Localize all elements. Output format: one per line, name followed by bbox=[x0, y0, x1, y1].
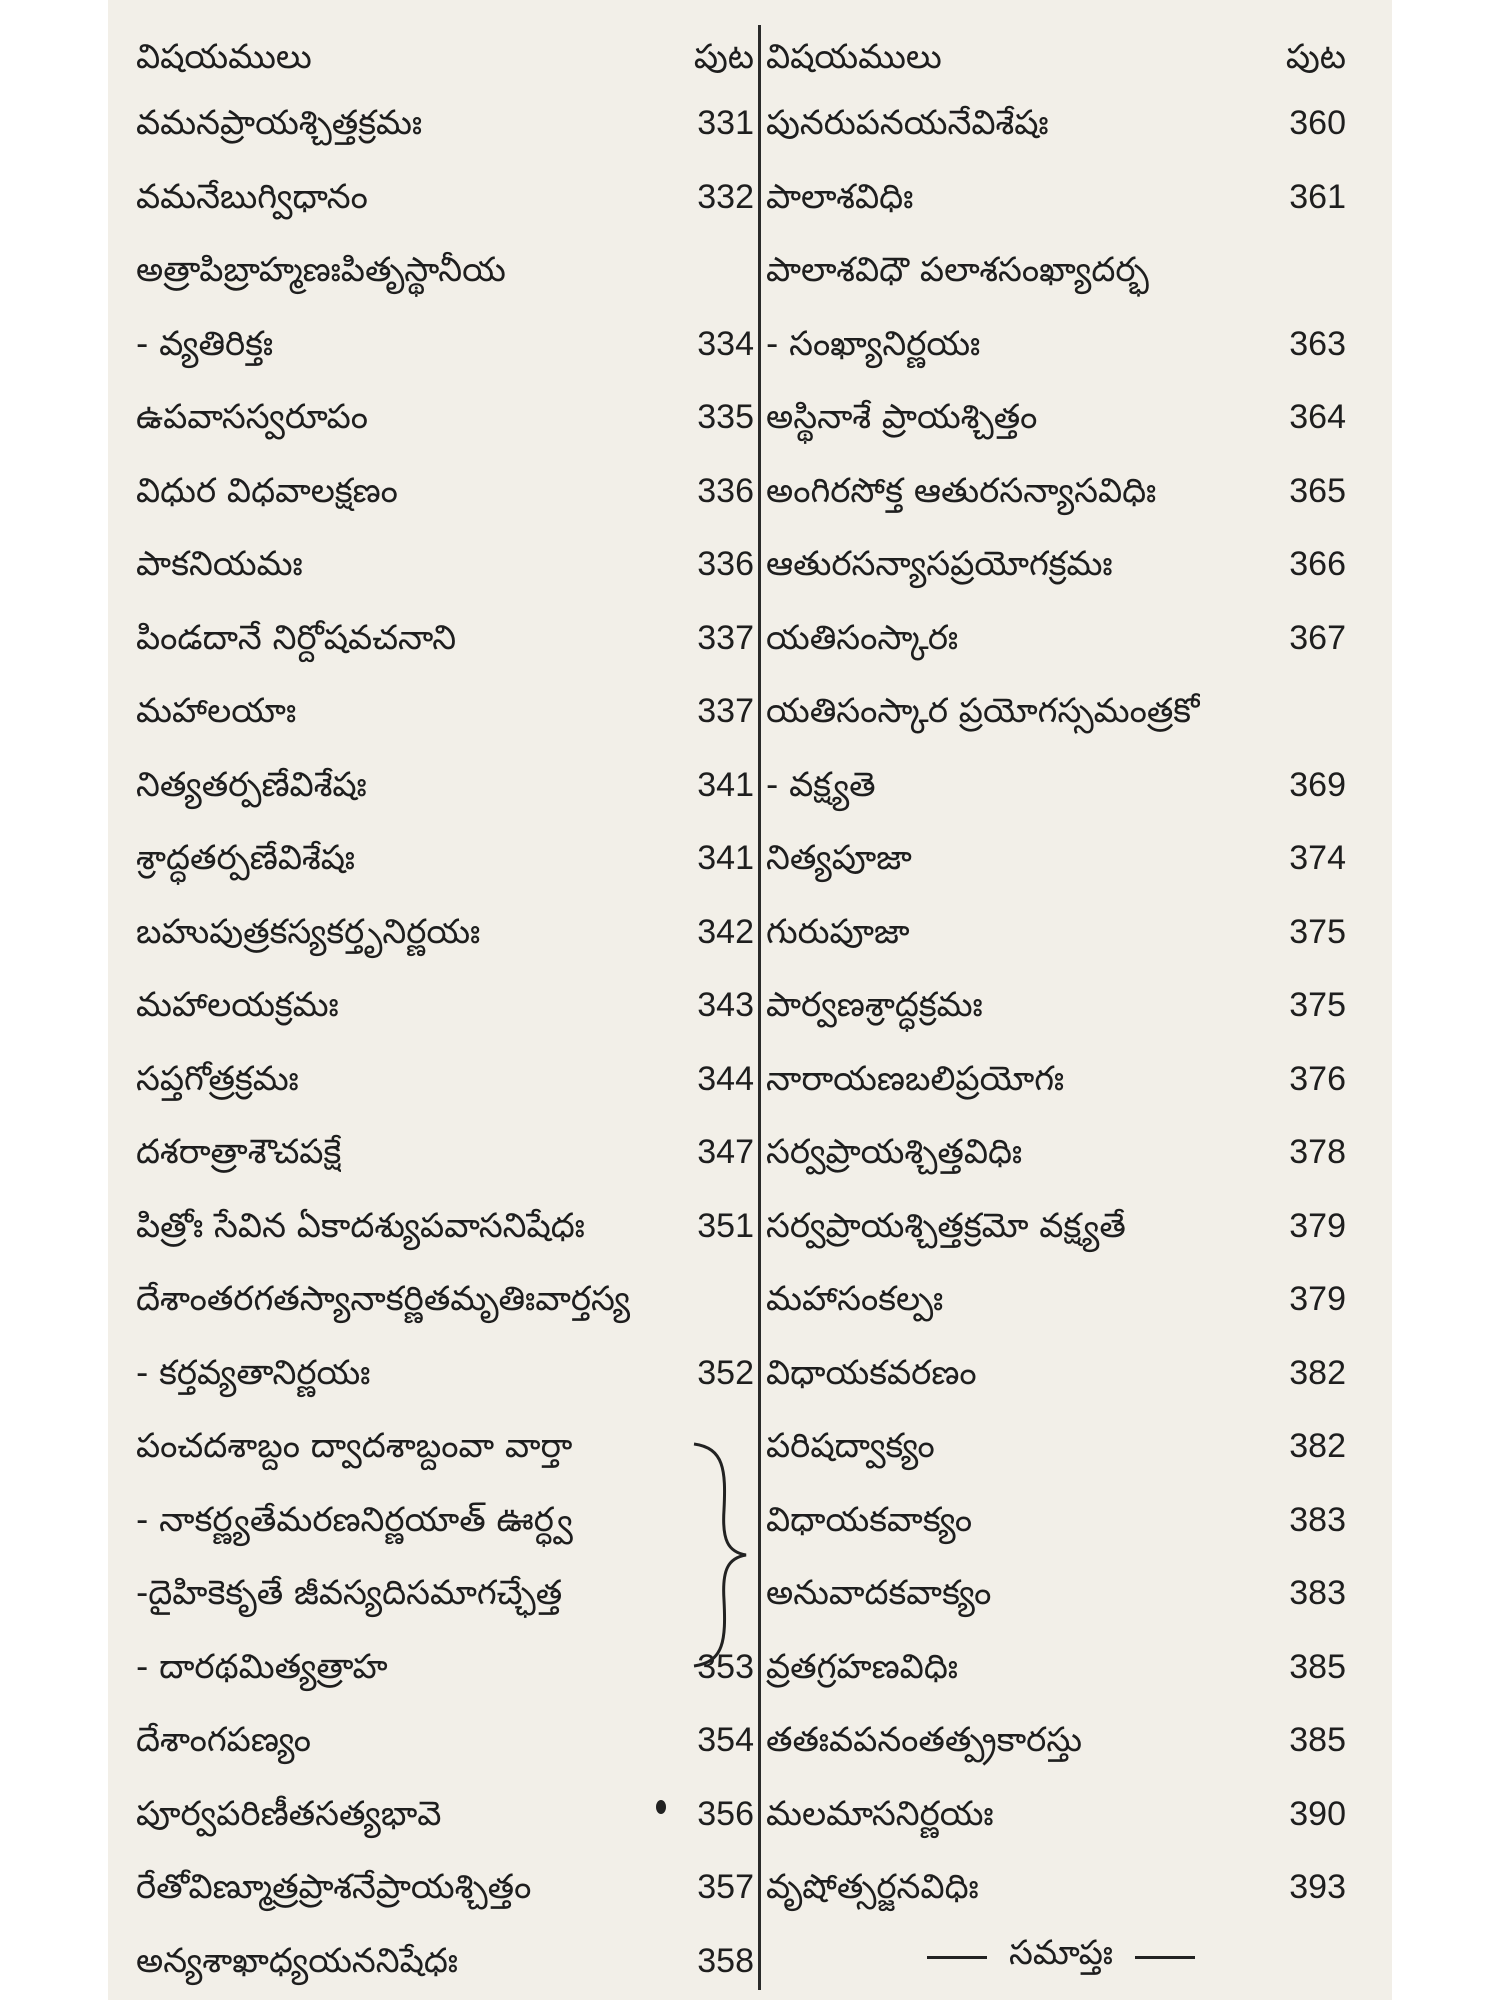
entry-page: 361 bbox=[1289, 177, 1346, 216]
entry-title: పరిషద్వాక్యం bbox=[766, 1426, 935, 1466]
entry-title: సర్వప్రాయశ్చిత్తక్రమో వక్ష్యతే bbox=[766, 1205, 1126, 1246]
entry-title: దేశాంగపణ్యం bbox=[136, 1720, 311, 1760]
entry-title: నారాయణబలిప్రయోగః bbox=[766, 1058, 1065, 1099]
toc-entry bbox=[136, 1343, 756, 1403]
toc-entry bbox=[766, 461, 1356, 521]
entry-page: 341 bbox=[697, 765, 754, 804]
entry-page: 393 bbox=[1289, 1868, 1346, 1906]
toc-entry bbox=[766, 902, 1356, 962]
toc-entry bbox=[766, 1710, 1356, 1770]
toc-entry bbox=[766, 1343, 1356, 1403]
entry-title: పిత్రోః సేవిన ఏకాదశ్యుపవాసనిషేధః bbox=[136, 1205, 585, 1246]
toc-entry bbox=[766, 93, 1356, 153]
entry-page: 343 bbox=[697, 986, 754, 1024]
left-column bbox=[136, 0, 756, 2000]
entry-page: 356 bbox=[697, 1794, 754, 1833]
toc-entry bbox=[766, 681, 1356, 741]
toc-entry bbox=[136, 1857, 756, 1917]
entry-page: 379 bbox=[1289, 1206, 1346, 1245]
entry-title: యతిసంస్కార ప్రయోగస్సమంత్రకో bbox=[766, 691, 1200, 731]
entry-page: 365 bbox=[1289, 471, 1346, 510]
toc-entry bbox=[766, 314, 1356, 374]
entry-title: వమనప్రాయశ్చిత్తక్రమః bbox=[136, 103, 423, 143]
entry-title: వ్రతగ్రహణవిధిః bbox=[766, 1646, 958, 1687]
right-column bbox=[766, 0, 1356, 2000]
entry-title: మహాసంకల్పః bbox=[766, 1279, 944, 1319]
toc-entry bbox=[766, 608, 1356, 668]
entry-page: 366 bbox=[1289, 545, 1346, 583]
entry-title: దేశాంతరగతస్యానాకర్ణితమృతిఃవార్తస్య bbox=[136, 1279, 631, 1319]
entry-page: 353 bbox=[697, 1647, 754, 1686]
entry-page: 383 bbox=[1289, 1500, 1346, 1539]
entry-page: 390 bbox=[1289, 1794, 1346, 1833]
entry-title: - వక్ష్యతె bbox=[766, 764, 876, 805]
entry-title: పాలాశవిధౌ పలాశసంఖ్యాదర్భ bbox=[766, 250, 1149, 290]
toc-entry bbox=[766, 167, 1356, 227]
entry-title: వమనేబుగ్విధానం bbox=[136, 176, 368, 217]
toc-entry bbox=[136, 93, 756, 153]
entry-page: 374 bbox=[1289, 839, 1346, 877]
entry-page: 341 bbox=[697, 839, 754, 877]
entry-page: 363 bbox=[1289, 324, 1346, 363]
entry-page: 364 bbox=[1289, 398, 1346, 436]
entry-page: 334 bbox=[697, 324, 754, 363]
entry-page: 337 bbox=[697, 618, 754, 657]
end-dash bbox=[1135, 1956, 1195, 1959]
toc-entry bbox=[136, 975, 756, 1035]
entry-title: నిత్యపూజా bbox=[766, 838, 912, 878]
toc-entry bbox=[136, 167, 756, 227]
page-heading: పుట bbox=[1285, 37, 1346, 77]
toc-entry bbox=[136, 902, 756, 962]
toc-entry bbox=[136, 1637, 756, 1697]
entry-title: అంగిరసోక్త ఆతురసన్యాసవిధిః bbox=[766, 470, 1157, 511]
entry-page: 382 bbox=[1289, 1353, 1346, 1392]
left-margin bbox=[0, 0, 108, 2000]
entry-title: మహాలయక్రమః bbox=[136, 985, 339, 1025]
entry-title: గురుపూజా bbox=[766, 911, 910, 952]
entry-title: తతఃవపనంతత్ప్రకారస్తు bbox=[766, 1720, 1082, 1760]
right-header bbox=[766, 27, 1356, 87]
grouping-brace bbox=[686, 1440, 756, 1670]
toc-entry bbox=[136, 681, 756, 741]
entry-title: అస్థినాశే ప్రాయశ్చిత్తం bbox=[766, 397, 1038, 437]
entry-page: 332 bbox=[697, 177, 754, 216]
entry-title: శ్రాద్ధతర్పణేవిశేషః bbox=[136, 838, 355, 878]
entry-page: 379 bbox=[1289, 1280, 1346, 1318]
entry-title: విధుర విధవాలక్షణం bbox=[136, 470, 398, 511]
entry-title: పంచదశాబ్దం ద్వాదశాబ్దంవా వార్తా bbox=[136, 1426, 573, 1466]
entry-page: 367 bbox=[1289, 618, 1346, 657]
toc-entry bbox=[136, 461, 756, 521]
toc-entry bbox=[136, 1710, 756, 1770]
toc-entry bbox=[136, 1416, 756, 1476]
entry-title: పార్వణశ్రాద్ధక్రమః bbox=[766, 985, 983, 1025]
toc-entry bbox=[136, 1196, 756, 1256]
entry-page: 385 bbox=[1289, 1647, 1346, 1686]
entry-page: 354 bbox=[697, 1721, 754, 1759]
entry-page: 351 bbox=[697, 1206, 754, 1245]
toc-entry bbox=[766, 975, 1356, 1035]
entry-title: ఆతురసన్యాసప్రయోగక్రమః bbox=[766, 544, 1113, 584]
entry-title: వృషోత్సర్జనవిధిః bbox=[766, 1867, 979, 1907]
toc-entry bbox=[766, 1563, 1356, 1623]
entry-title: పాలాశవిధిః bbox=[766, 176, 914, 217]
entry-title: - నాకర్ణ్యతేమరణనిర్ణయాత్ ఊర్ధ్వ bbox=[136, 1499, 573, 1540]
book-page bbox=[108, 0, 1392, 2000]
entry-page: 382 bbox=[1289, 1427, 1346, 1465]
toc-entry bbox=[766, 1637, 1356, 1697]
entry-title: అనువాదకవాక్యం bbox=[766, 1573, 992, 1613]
toc-entry bbox=[766, 1857, 1356, 1917]
entry-title: విధాయకవరణం bbox=[766, 1352, 977, 1393]
toc-entry bbox=[766, 1269, 1356, 1329]
toc-entry bbox=[766, 1784, 1356, 1844]
toc-entry bbox=[766, 534, 1356, 594]
toc-entry bbox=[136, 1122, 756, 1182]
toc-entry bbox=[136, 1269, 756, 1329]
toc-entry bbox=[136, 828, 756, 888]
entry-title: పిండదానే నిర్దోషవచనాని bbox=[136, 617, 457, 658]
entry-title: బహుపుత్రకస్యకర్తృనిర్ణయః bbox=[136, 911, 481, 952]
column-divider bbox=[758, 25, 761, 1990]
entry-title: దశరాత్రాశౌచపక్షే bbox=[136, 1132, 342, 1172]
toc-entry bbox=[136, 240, 756, 300]
toc-entry bbox=[136, 1784, 756, 1844]
entry-title: - దారథమిత్యత్రాహ bbox=[136, 1646, 388, 1687]
toc-entry bbox=[766, 1416, 1356, 1476]
entry-page: 342 bbox=[697, 912, 754, 951]
toc-entry bbox=[136, 1563, 756, 1623]
entry-title: ఉపవాసస్వరూపం bbox=[136, 397, 369, 437]
toc-entry bbox=[136, 314, 756, 374]
entry-page: 335 bbox=[697, 398, 754, 436]
entry-title: - వ్యతిరిక్తః bbox=[136, 323, 274, 364]
toc-entry bbox=[766, 1490, 1356, 1550]
toc-entry bbox=[766, 1049, 1356, 1109]
entry-title: - సంఖ్యానిర్ణయః bbox=[766, 323, 981, 364]
toc-entry bbox=[136, 1490, 756, 1550]
entry-page: 344 bbox=[697, 1059, 754, 1098]
left-header bbox=[136, 27, 756, 87]
end-dash bbox=[927, 1956, 987, 1959]
entry-title: నిత్యతర్పణేవిశేషః bbox=[136, 764, 367, 805]
toc-entry bbox=[766, 387, 1356, 447]
entry-title: సప్తగోత్రక్రమః bbox=[136, 1058, 299, 1099]
toc-entry bbox=[766, 240, 1356, 300]
entry-page: 347 bbox=[697, 1133, 754, 1171]
entry-page: 375 bbox=[1289, 986, 1346, 1024]
topic-heading: విషయములు bbox=[766, 37, 942, 77]
entry-page: 383 bbox=[1289, 1574, 1346, 1612]
toc-entry bbox=[136, 387, 756, 447]
toc-entry bbox=[136, 755, 756, 815]
right-margin bbox=[1392, 0, 1500, 2000]
entry-title: అత్రాపిబ్రాహ్మణఃపితృస్థానీయ bbox=[136, 250, 506, 290]
entry-title: -దైహికెకృతే జీవస్యదిసమాగచ్ఛేత్త bbox=[136, 1573, 563, 1613]
page-heading: పుట bbox=[693, 37, 754, 77]
entry-title: రేతోవిణ్మూత్రప్రాశనేప్రాయశ్చిత్తం bbox=[136, 1867, 532, 1907]
ink-dot bbox=[656, 1800, 666, 1814]
toc-entry bbox=[136, 1049, 756, 1109]
entry-title: విధాయకవాక్యం bbox=[766, 1499, 973, 1540]
toc-entry bbox=[766, 1196, 1356, 1256]
entry-title: పూర్వపరిణీతసత్యభావె bbox=[136, 1793, 442, 1834]
toc-entry bbox=[766, 755, 1356, 815]
entry-title: అన్యశాఖాధ్యయననిషేధః bbox=[136, 1940, 458, 1981]
toc-entry bbox=[136, 608, 756, 668]
toc-entry bbox=[136, 534, 756, 594]
entry-title: పునరుపనయనేవిశేషః bbox=[766, 103, 1049, 143]
topic-heading: విషయములు bbox=[136, 37, 312, 77]
entry-page: 336 bbox=[697, 471, 754, 510]
entry-page: 378 bbox=[1289, 1133, 1346, 1171]
toc-entry bbox=[136, 1931, 756, 1991]
entry-page: 376 bbox=[1289, 1059, 1346, 1098]
entry-page: 358 bbox=[697, 1941, 754, 1980]
end-text: సమాప్తః bbox=[1009, 1933, 1113, 1973]
entry-title: మలమాసనిర్ణయః bbox=[766, 1793, 994, 1834]
entry-page: 357 bbox=[697, 1868, 754, 1906]
entry-page: 336 bbox=[697, 545, 754, 583]
entry-title: సర్వప్రాయశ్చిత్తవిధిః bbox=[766, 1132, 1023, 1172]
entry-page: 360 bbox=[1289, 104, 1346, 142]
toc-entry bbox=[766, 1122, 1356, 1182]
entry-page: 331 bbox=[697, 104, 754, 142]
entry-title: మహాలయాః bbox=[136, 691, 297, 731]
entry-title: యతిసంస్కారః bbox=[766, 617, 959, 658]
entry-page: 375 bbox=[1289, 912, 1346, 951]
entry-page: 337 bbox=[697, 692, 754, 730]
entry-page: 352 bbox=[697, 1353, 754, 1392]
entry-title: పాకనియమః bbox=[136, 544, 303, 584]
entry-page: 385 bbox=[1289, 1721, 1346, 1759]
entry-page: 369 bbox=[1289, 765, 1346, 804]
entry-title: - కర్తవ్యతానిర్ణయః bbox=[136, 1352, 371, 1393]
end-marker bbox=[766, 1927, 1356, 1987]
toc-entry bbox=[766, 828, 1356, 888]
